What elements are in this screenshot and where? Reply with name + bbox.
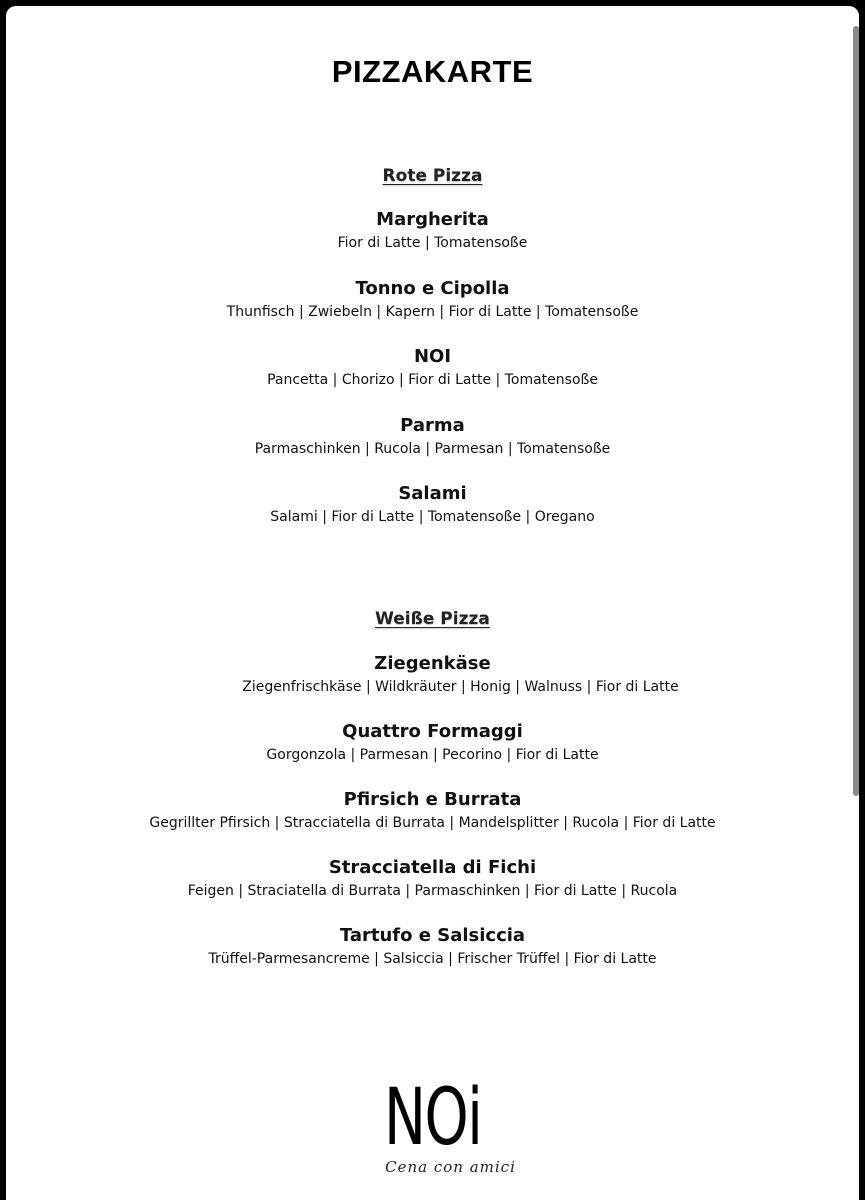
menu-item-description: Pancetta | Chorizo | Fior di Latte | Tomatensoße — [267, 372, 598, 388]
menu-item-name: Ziegenkäse — [374, 653, 491, 674]
menu-item-description: Gorgonzola | Parmesan | Pecorino | Fior di Latte — [266, 747, 599, 763]
menu-item-name: Salami — [398, 483, 467, 504]
logo-wordmark: NOi — [383, 1073, 482, 1163]
menu-page — [6, 6, 859, 1200]
menu-item — [6, 482, 859, 528]
menu-item-description: Trüffel-Parmesancreme | Salsiccia | Frischer Trüffel | Fior di Latte — [208, 951, 657, 967]
restaurant-logo — [6, 1074, 859, 1176]
menu-item-name: NOI — [413, 346, 452, 367]
menu-item-name: Pfirsich e Burrata — [343, 789, 522, 810]
menu-item-description: Gegrillter Pfirsich | Stracciatella di Burrata | Mandelsplitter | Rucola | Fior di Latte — [149, 815, 716, 831]
menu-item-name: Tonno e Cipolla — [355, 278, 510, 299]
page-title: PIZZAKARTE — [331, 54, 534, 89]
menu-item-name: Stracciatella di Fichi — [328, 857, 537, 878]
menu-item-description: Parmaschinken | Rucola | Parmesan | Tomatensoße — [254, 441, 611, 457]
menu-item — [6, 277, 859, 323]
menu-item — [6, 652, 859, 698]
menu-item — [6, 208, 859, 254]
menu-item — [6, 720, 859, 766]
menu-item-name: Parma — [400, 415, 465, 436]
menu-item — [6, 414, 859, 460]
menu-item-name: Quattro Formaggi — [342, 721, 523, 742]
menu-item-description: Thunfisch | Zwiebeln | Kapern | Fior di Latte | Tomatensoße — [226, 304, 639, 320]
menu-item-name: Margherita — [376, 209, 489, 230]
section-heading-rote-pizza: Rote Pizza — [382, 166, 483, 186]
menu-item — [6, 856, 859, 902]
logo-tagline: Cena con amici — [385, 1158, 516, 1176]
menu-item-name: Tartufo e Salsiccia — [339, 925, 526, 946]
menu-item-description: Fior di Latte | Tomatensoße — [337, 235, 528, 251]
section-heading-weisse-pizza: Weiße Pizza — [375, 609, 490, 629]
menu-item-description: Salami | Fior di Latte | Tomatensoße | Oregano — [270, 509, 595, 525]
menu-item — [6, 924, 859, 970]
menu-item-description: Ziegenfrischkäse | Wildkräuter | Honig | Walnuss | Fior di Latte — [242, 679, 679, 695]
menu-item-description: Feigen | Straciatella di Burrata | Parmaschinken | Fior di Latte | Rucola — [187, 883, 678, 899]
menu-item — [6, 345, 859, 391]
menu-item — [6, 788, 859, 834]
